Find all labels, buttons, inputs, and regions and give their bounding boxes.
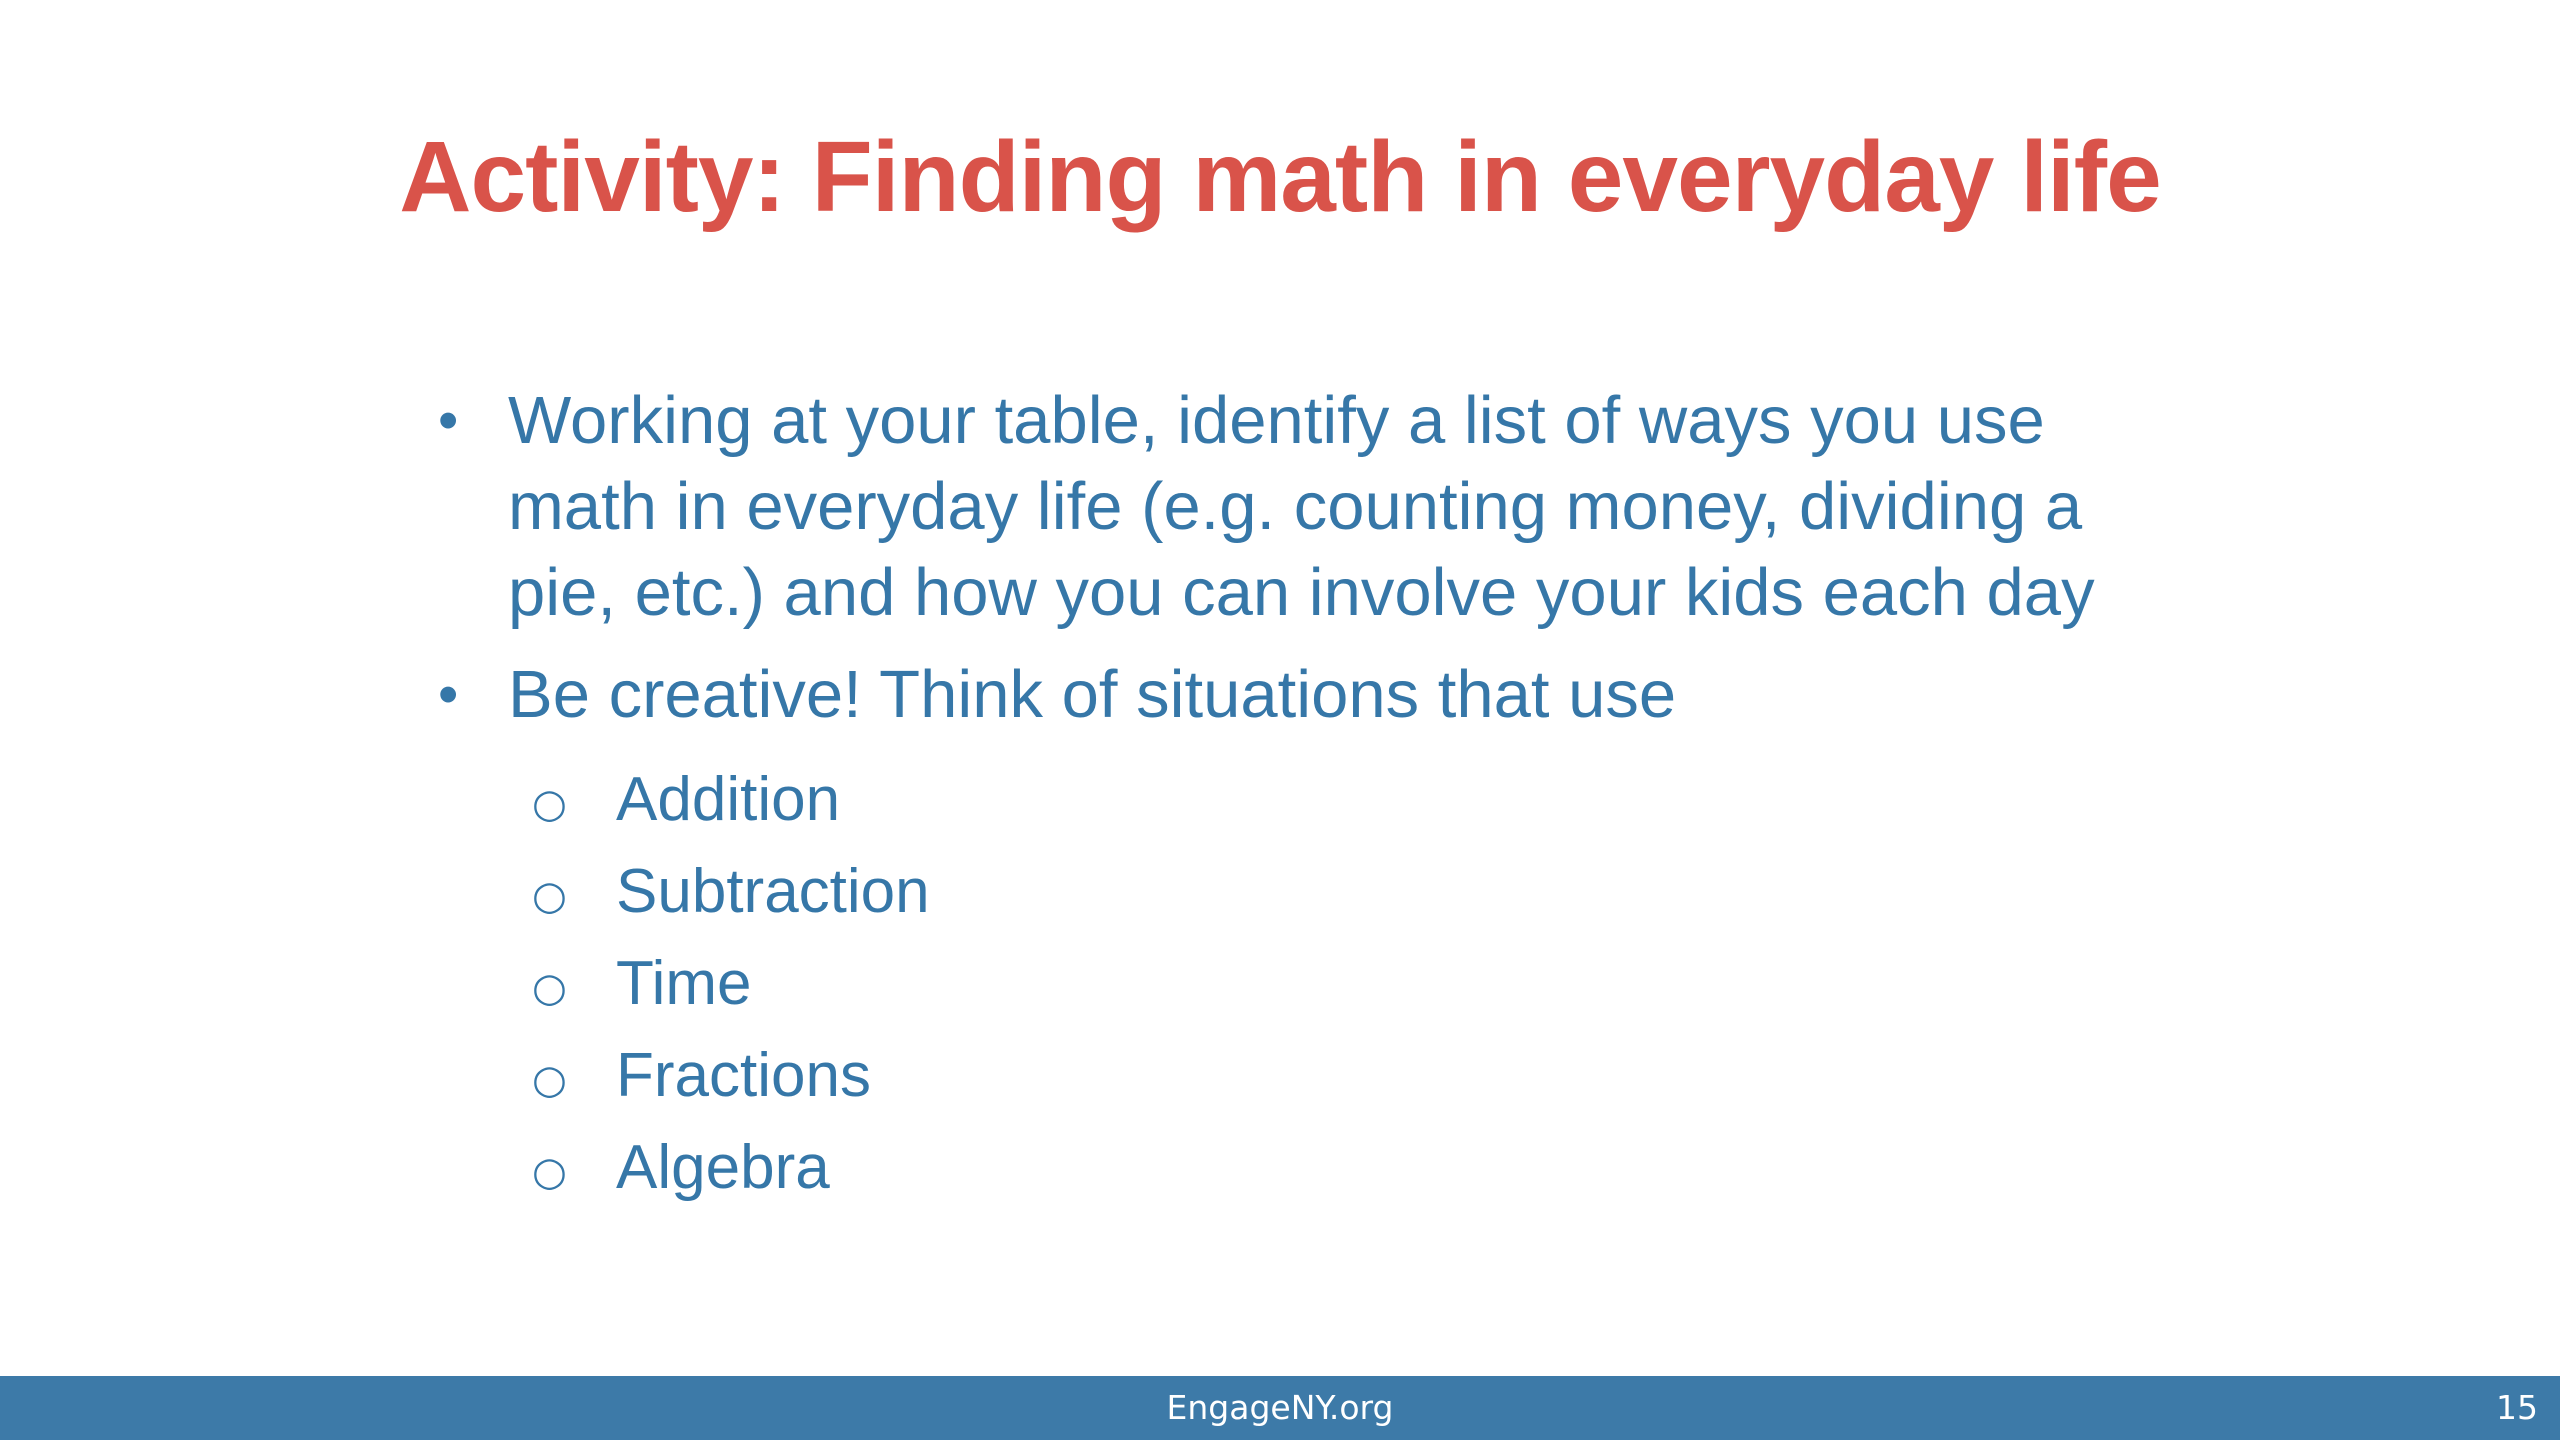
circle-bullet-icon: ○ bbox=[532, 1057, 567, 1103]
sub-bullet-text: Fractions bbox=[616, 1041, 871, 1110]
slide-title: Activity: Finding math in everyday life bbox=[399, 121, 2161, 233]
circle-bullet-icon: ○ bbox=[532, 965, 567, 1011]
circle-bullet-icon: ○ bbox=[532, 873, 567, 919]
sub-bullet-item bbox=[532, 1030, 2130, 1122]
sub-bullet-text: Time bbox=[616, 949, 752, 1018]
sub-bullet-item bbox=[532, 1122, 2130, 1214]
bullet-text: Be creative! Think of situations that use bbox=[508, 657, 1677, 732]
bullet-icon: • bbox=[438, 388, 459, 453]
footer-site-link: EngageNY.org bbox=[1166, 1388, 1394, 1427]
sub-bullet-text: Subtraction bbox=[616, 857, 930, 926]
bullet-item bbox=[430, 378, 2130, 636]
page-number: 15 bbox=[2496, 1388, 2538, 1427]
bullet-item bbox=[430, 652, 2130, 738]
sub-bullet-item bbox=[532, 938, 2130, 1030]
sub-bullet-item bbox=[532, 754, 2130, 846]
sub-bullet-list bbox=[430, 754, 2130, 1214]
sub-bullet-text: Addition bbox=[616, 765, 841, 834]
bullet-icon: • bbox=[438, 662, 459, 727]
slide-body bbox=[430, 378, 2130, 1214]
circle-bullet-icon: ○ bbox=[532, 1149, 567, 1195]
bullet-text: Working at your table, identify a list of ways you use math in everyday life (e.g. counting money, dividing a pie, etc.) and how you can involve your kids each day bbox=[508, 383, 2095, 630]
sub-bullet-item bbox=[532, 846, 2130, 938]
sub-bullet-text: Algebra bbox=[616, 1133, 830, 1202]
footer-bar bbox=[0, 1376, 2560, 1440]
circle-bullet-icon: ○ bbox=[532, 781, 567, 827]
